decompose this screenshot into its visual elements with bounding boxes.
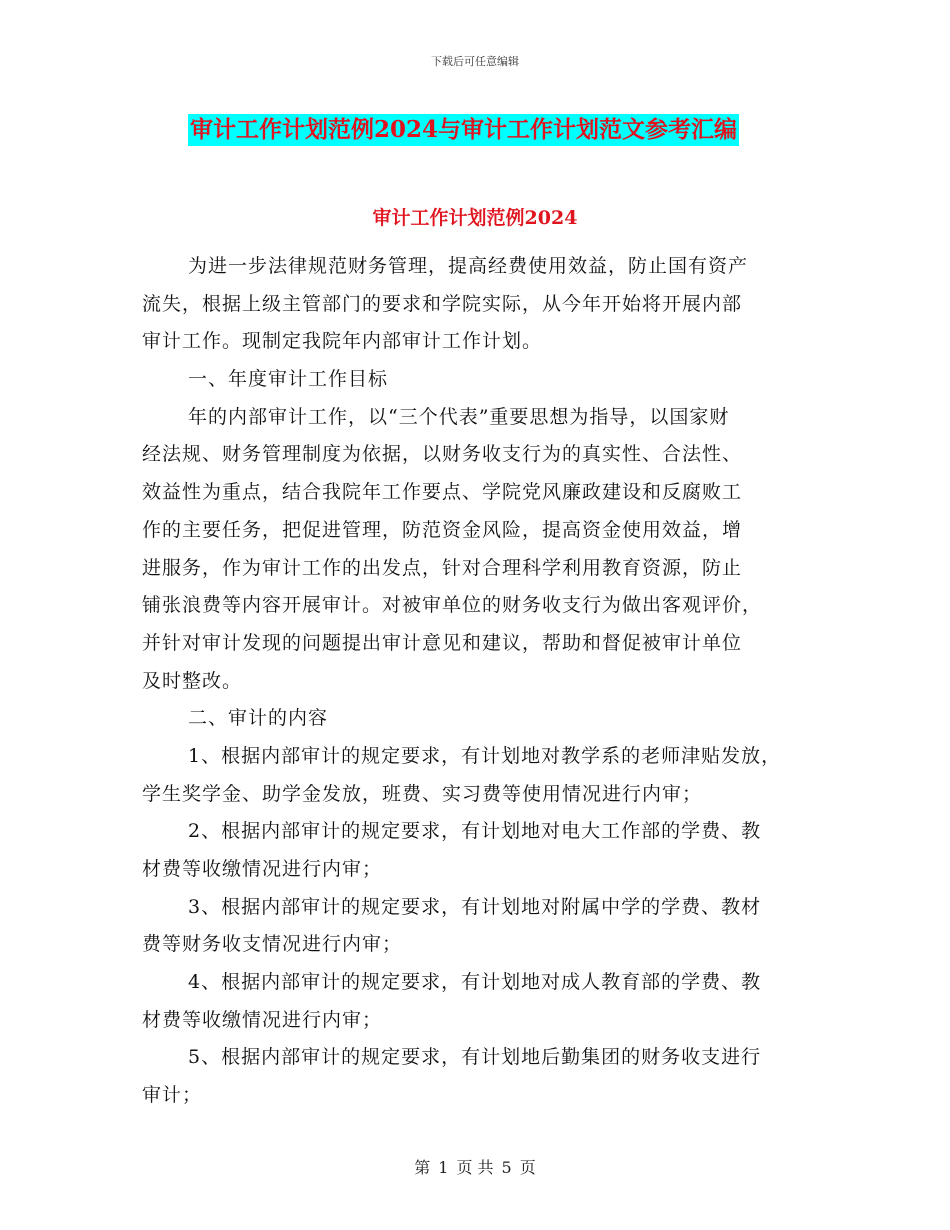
document-body	[142, 248, 812, 1115]
paragraph-line: 铺张浪费等内容开展审计。对被审单位的财务收支行为做出客观评价，	[142, 594, 763, 617]
footer-page-number: 1	[438, 1158, 449, 1177]
paragraph-line: 作的主要任务，把促进管理，防范资金风险，提高资金使用效益，增	[142, 518, 743, 541]
footer-suffix: 页	[519, 1158, 536, 1177]
paragraph-line: 经法规、财务管理制度为依据，以财务收支行为的真实性、合法性、	[142, 443, 743, 466]
list-item-line: 5、根据内部审计的规定要求，有计划地后勤集团的财务收支进行	[188, 1046, 762, 1069]
header-note: 下载后可任意编辑	[431, 55, 519, 68]
paragraph-line: 为进一步法律规范财务管理，提高经费使用效益，防止国有资产	[188, 255, 749, 277]
paragraph-line: 效益性为重点，结合我院年工作要点、学院党风廉政建设和反腐败工	[142, 481, 743, 504]
list-item-line: 费等财务收支情况进行内审；	[142, 933, 403, 956]
footer-prefix: 第	[414, 1158, 431, 1177]
heading-line: 二、审计的内容	[188, 707, 329, 730]
paragraph-line: 年的内部审计工作，以“三个代表”重要思想为指导，以国家财	[188, 405, 730, 428]
list-item-line: 材费等收缴情况进行内审；	[142, 1008, 383, 1031]
page-footer	[0, 1155, 950, 1178]
list-item-line: 学生奖学金、助学金发放，班费、实习费等使用情况进行内审；	[142, 782, 703, 805]
list-item-line: 审计；	[142, 1084, 203, 1107]
list-item-line: 1、根据内部审计的规定要求，有计划地对教学系的老师津贴发放，	[188, 744, 782, 767]
footer-total-pages: 5	[501, 1158, 512, 1177]
document-title: 审计工作计划范例2024与审计工作计划范文参考汇编	[188, 114, 739, 146]
heading-line: 一、年度审计工作目标	[188, 368, 389, 391]
list-item-line: 3、根据内部审计的规定要求，有计划地对附属中学的学费、教材	[188, 895, 762, 918]
paragraph-line: 并针对审计发现的问题提出审计意见和建议，帮助和督促被审计单位	[142, 631, 743, 654]
list-item-line: 材费等收缴情况进行内审；	[142, 858, 383, 880]
paragraph-line: 进服务，作为审计工作的出发点，针对合理科学利用教育资源，防止	[142, 556, 743, 579]
list-item-line: 2、根据内部审计的规定要求，有计划地对电大工作部的学费、教	[188, 820, 762, 843]
footer-middle: 页 共	[456, 1158, 494, 1177]
list-item-line: 4、根据内部审计的规定要求，有计划地对成人教育部的学费、教	[188, 971, 762, 994]
paragraph-line: 及时整改。	[142, 669, 243, 692]
paragraph-line: 审计工作。现制定我院年内部审计工作计划。	[142, 330, 543, 353]
paragraph-line: 流失，根据上级主管部门的要求和学院实际，从今年开始将开展内部	[142, 292, 743, 315]
section-title: 审计工作计划范例2024	[372, 207, 578, 229]
